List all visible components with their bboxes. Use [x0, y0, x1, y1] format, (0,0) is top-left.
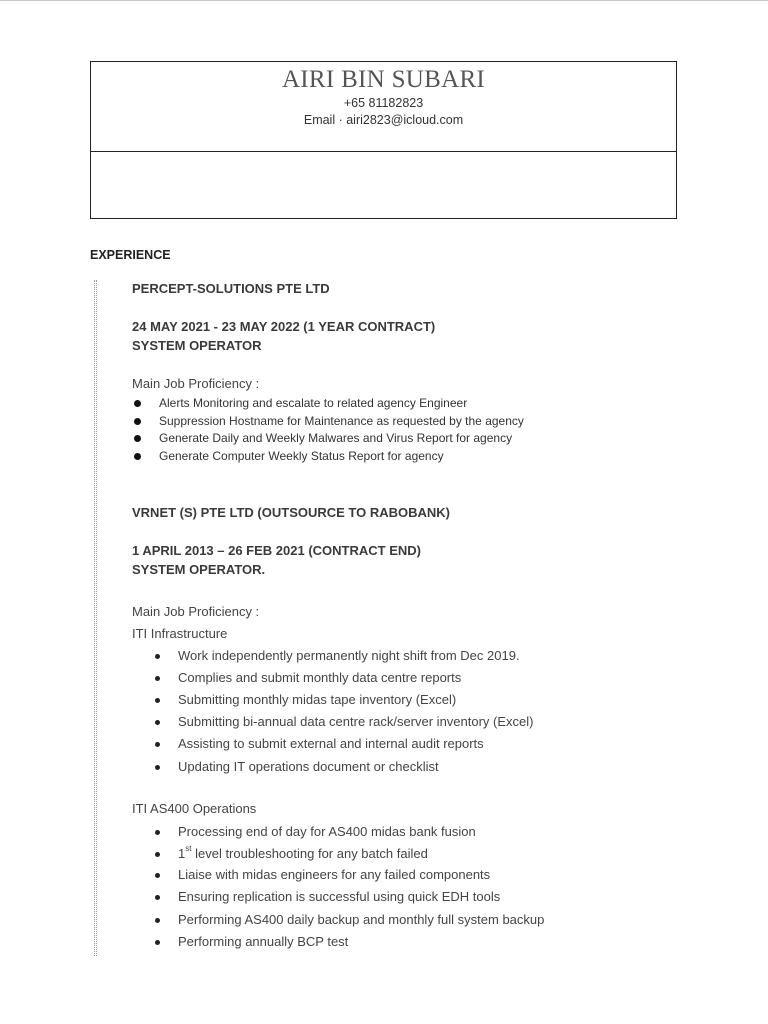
bullet-icon — [155, 873, 160, 878]
resume-header-box — [90, 61, 677, 219]
bullet-icon — [155, 676, 160, 681]
job1-role: SYSTEM OPERATOR — [132, 338, 262, 353]
job2-company: VRNET (S) PTE LTD (OUTSOURCE TO RABOBANK) — [132, 505, 451, 520]
bullet-icon — [155, 830, 160, 835]
job2-period: 1 APRIL 2013 – 26 FEB 2021 (CONTRACT END) — [132, 543, 421, 558]
experience-heading: EXPERIENCE — [90, 248, 171, 262]
bullet-icon — [155, 765, 160, 770]
job1-proficiency-label: Main Job Proficiency : — [132, 376, 260, 391]
experience-divider — [94, 280, 97, 956]
bullet-icon — [134, 453, 141, 460]
page-top-border — [0, 0, 768, 1]
job2-group2-title: ITI AS400 Operations — [132, 801, 257, 816]
job2-role: SYSTEM OPERATOR. — [132, 562, 266, 577]
bullet-icon — [134, 418, 141, 425]
candidate-name: AIRI BIN SUBARI — [281, 66, 486, 93]
job1-company: PERCEPT-SOLUTIONS PTE LTD — [132, 281, 330, 296]
bullet-icon — [134, 400, 141, 407]
bullet-icon — [134, 435, 141, 442]
bullet-icon — [155, 742, 160, 747]
bullet-icon — [155, 852, 160, 857]
phone-number: +65 81182823 — [343, 96, 424, 110]
bullet-icon — [155, 918, 160, 923]
bullet-icon — [155, 654, 160, 659]
job2-proficiency-label: Main Job Proficiency : — [132, 604, 260, 619]
bullet-icon — [155, 940, 160, 945]
bullet-icon — [155, 895, 160, 900]
contact-block — [91, 62, 676, 152]
job2-group1-title: ITI Infrastructure — [132, 626, 228, 641]
bullet-icon — [155, 698, 160, 703]
bullet-icon — [155, 720, 160, 725]
job1-period: 24 MAY 2021 - 23 MAY 2022 (1 YEAR CONTRACT) — [132, 319, 436, 334]
email-address: Email · airi2823@icloud.com — [303, 113, 464, 127]
